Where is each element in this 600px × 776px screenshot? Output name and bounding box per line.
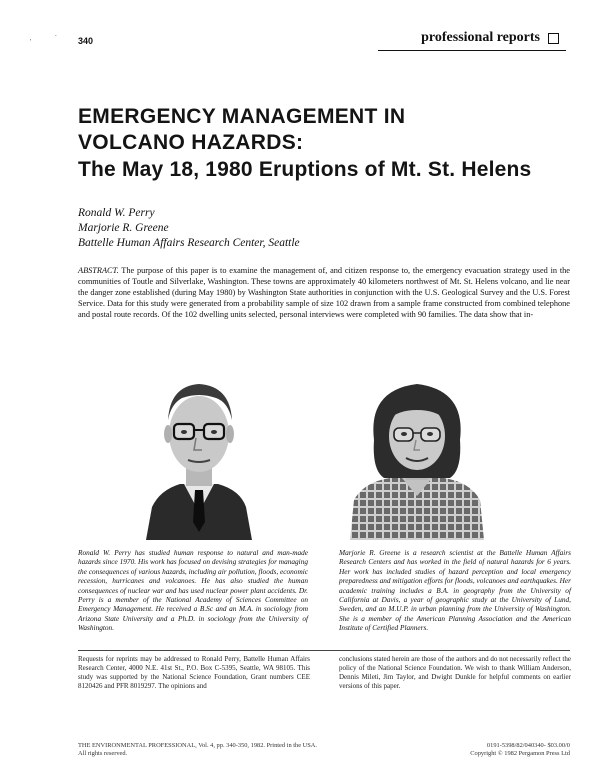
abstract-label: ABSTRACT. (78, 266, 119, 275)
author-perry: Ronald W. Perry (78, 207, 155, 219)
journal-citation: THE ENVIRONMENTAL PROFESSIONAL, Vol. 4, pp. 340-350, 1982. Printed in the USA. All rights reserved. (78, 742, 318, 757)
title-line-3: The May 18, 1980 Eruptions of Mt. St. Helens (78, 158, 532, 181)
article-title (78, 104, 578, 184)
footnote-rule (78, 650, 570, 651)
author-affiliation: Battelle Human Affairs Research Center, Seattle (78, 237, 300, 249)
abstract-text: The purpose of this paper is to examine the management of, and citizen response to, the emergency evacuation strategy used in the communities of Toutle and Silverlake, Washington. These towns are approximately 40 kilometers northwest of Mt. St. Helens volcano, and lie near the danger zone established (during May 1980) by Washington State authorities in conjunction with the U.S. Geological Survey and the U.S. Forest Service. Data for this study were generated from a probability sample of size 102 drawn from a sample frame constructed from combined telephone and postal route records. Of the 102 dwelling units selected, personal interviews were completed with 90 families. The data show that in- (78, 266, 570, 319)
section-box-icon (548, 33, 559, 44)
margin-mark-top: . (55, 30, 57, 38)
caption-perry-bio: Ronald W. Perry has studied human response to natural and man-made hazards since 1970. His work has focused on devising strategies for managing the consequences of various hazards, including air pollution, floods, economic recession, hurricanes and volcanoes. He has also studied the human consequences of nuclear war and has used nuclear power plant accidents. Dr. Perry is a member of the National Academy of Sciences Committee on Emergency Management. He received a B.Sc and an M.A. in sociology from Arizona State University and a Ph.D. in sociology from the University of Washington. (78, 548, 308, 633)
abstract (78, 265, 570, 320)
page-number: 340 (78, 36, 94, 46)
portrait-greene (350, 370, 484, 540)
footnote-left: Requests for reprints may be addressed to Ronald Perry, Battelle Human Affairs Research Center, 4000 N.E. 41st St., P.O. Box C-5395, Seattle, WA 98105. This study was supported by the National Science Foundation, Grant numbers CEE 8120426 and PFR 8019297. The opinions and (78, 655, 310, 690)
copyright-line: Copyright © 1982 Pergamon Press Ltd (470, 750, 570, 757)
issn-code: 0191-5398/82/040340- $03.00/0 (486, 742, 570, 749)
header-rule (378, 50, 566, 51)
margin-mark-left: ' (30, 38, 32, 46)
footnote-right: conclusions stated herein are those of the authors and do not necessarily reflect the policy of the National Science Foundation. We wish to thank William Anderson, Dennis Mileti, Jim Taylor, and Dwight Dunkle for helpful comments on earlier versions of this paper. (339, 655, 571, 690)
author-block (78, 206, 300, 251)
author-greene: Marjorie R. Greene (78, 222, 169, 234)
title-line-2: VOLCANO HAZARDS: (78, 131, 304, 154)
photo-marjorie-greene (350, 370, 484, 540)
portrait-perry (146, 372, 252, 540)
issn-block (420, 742, 570, 758)
section-label: professional reports (421, 30, 540, 45)
photo-ronald-perry (146, 372, 252, 540)
title-line-1: EMERGENCY MANAGEMENT IN (78, 105, 406, 128)
caption-greene-bio: Marjorie R. Greene is a research scientist at the Battelle Human Affairs Research Centers and has worked in the field of natural hazards for 6 years. Her work has included studies of hazard perception and local emergency preparedness and mitigation efforts for floods, volcanoes and earthquakes. Her academic training includes a B.A. in geography from the University of California at Davis, a year of geographic study at the University of Lund, Sweden, and an M.U.P. in urban planning from the University of Washington. She is a member of the American Planning Association and the American Institute of Certified Planners. (339, 548, 571, 633)
